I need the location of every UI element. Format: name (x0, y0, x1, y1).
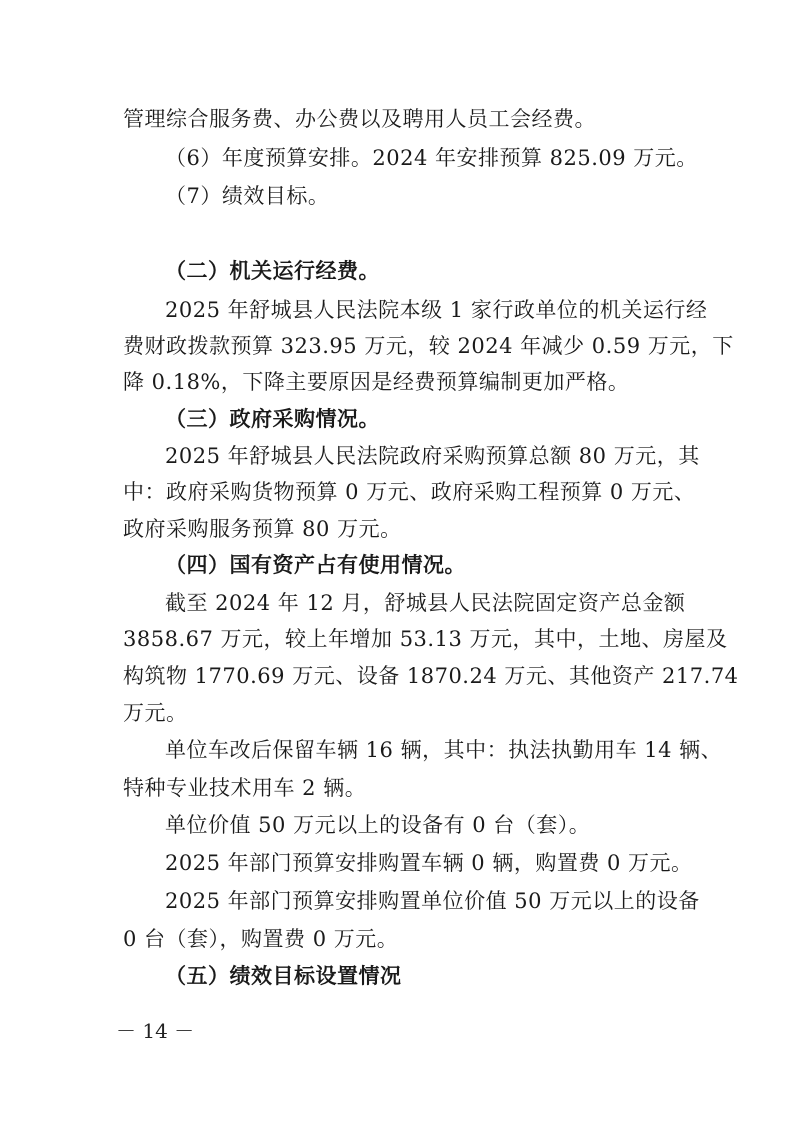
paragraph-line: 费财政拨款预算 323.95 万元，较 2024 年减少 0.59 万元，下 (123, 334, 734, 358)
paragraph-line: 单位价值 50 万元以上的设备有 0 台（套）。 (165, 813, 591, 837)
paragraph-line: 特种专业技术用车 2 辆。 (123, 776, 367, 800)
section-heading: （三）政府采购情况。 (165, 406, 380, 431)
page-number: － 14 － (116, 1019, 195, 1043)
paragraph-line: 政府采购服务预算 80 万元。 (123, 517, 402, 541)
paragraph-line: 截至 2024 年 12 月，舒城县人民法院固定资产总金额 (165, 591, 686, 615)
section-heading: （五）绩效目标设置情况 (165, 963, 402, 988)
paragraph-line: 0 台（套），购置费 0 万元。 (123, 927, 399, 951)
paragraph-line: 2025 年部门预算安排购置单位价值 50 万元以上的设备 (165, 889, 700, 913)
section-heading: （二）机关运行经费。 (165, 258, 380, 283)
paragraph-line: （6）年度预算安排。2024 年安排预算 825.09 万元。 (165, 146, 698, 170)
paragraph-line: 2025 年舒城县人民法院本级 1 家行政单位的机关运行经 (165, 298, 708, 322)
paragraph-line: 管理综合服务费、办公费以及聘用人员工会经费。 (123, 107, 596, 131)
paragraph-line: 3858.67 万元，较上年增加 53.13 万元，其中，土地、房屋及 (123, 627, 728, 651)
paragraph-line: 万元。 (123, 701, 188, 725)
paragraph-line: 构筑物 1770.69 万元、设备 1870.24 万元、其他资产 217.74 (123, 664, 739, 688)
paragraph-line: 2025 年部门预算安排购置车辆 0 辆，购置费 0 万元。 (165, 851, 693, 875)
paragraph-line: 降 0.18%，下降主要原因是经费预算编制更加严格。 (123, 370, 630, 394)
section-heading: （四）国有资产占有使用情况。 (165, 552, 466, 577)
paragraph-line: 2025 年舒城县人民法院政府采购预算总额 80 万元，其 (165, 444, 700, 468)
paragraph-line: 单位车改后保留车辆 16 辆，其中：执法执勤用车 14 辆、 (165, 738, 723, 762)
paragraph-line: （7）绩效目标。 (165, 184, 330, 208)
paragraph-line: 中：政府采购货物预算 0 万元、政府采购工程预算 0 万元、 (123, 480, 696, 504)
